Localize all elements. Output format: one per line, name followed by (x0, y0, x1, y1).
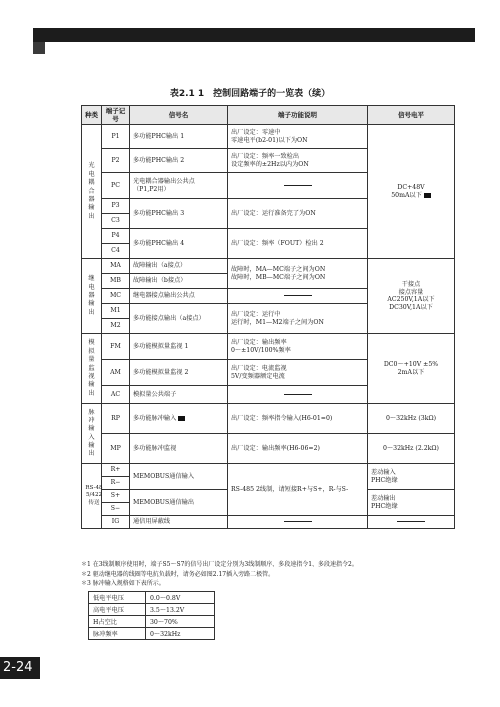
dash-mark (284, 295, 312, 296)
signal-cell: MEMOBUS通信输出 (130, 490, 228, 516)
table-row (82, 464, 455, 477)
terminal-cell: P4 (102, 229, 130, 244)
note-flag-icon (424, 193, 431, 198)
function-cell: 出厂设定：运行准备完了为ON (228, 199, 368, 229)
signal-cell: 模拟量公共端子 (130, 386, 228, 404)
terminal-cell: MP (102, 434, 130, 464)
level-cell-empty (368, 516, 455, 529)
level-cell: DC+48V 50mA以下 (368, 125, 455, 259)
header-category: 种类 (82, 106, 102, 125)
terminal-cell: S− (102, 503, 130, 516)
signal-cell: 故障输出（a接点） (130, 259, 228, 274)
category-cell: 模拟量监视输出 (82, 334, 102, 404)
header-signal: 信号名 (130, 106, 228, 125)
dash-mark (284, 394, 312, 395)
terminal-cell: M1 (102, 304, 130, 319)
signal-cell: 多功能模拟量监视 1 (130, 334, 228, 360)
pulse-spec-table (88, 591, 215, 640)
table-row (82, 516, 455, 529)
corner-marker (33, 42, 45, 54)
function-cell: 出厂设定：频率一致检出 设定频率的±2Hz以内为ON (228, 149, 368, 173)
signal-cell: 多功能PHC输出 1 (130, 125, 228, 149)
terminal-cell: R− (102, 477, 130, 490)
function-cell-empty (228, 386, 368, 404)
level-cell: 干接点 接点容量 AC250V,1A以下 DC30V,1A以下 (368, 259, 455, 334)
header-level: 信号电平 (368, 106, 455, 125)
header-terminal: 端子记号 (102, 106, 130, 125)
table-row (82, 404, 455, 434)
pulse-spec-row (89, 604, 215, 616)
category-cell: 光电耦合器输出 (82, 125, 102, 259)
terminal-cell: MC (102, 289, 130, 304)
table-row (82, 125, 455, 149)
table-title: 表2.1 1 控制回路端子的一览表（续） (169, 89, 331, 99)
function-cell: 出厂设定：零速中 零速电平(b2-01)以下为ON (228, 125, 368, 149)
level-cell: 0～32kHz (3kΩ) (368, 404, 455, 434)
table-row (82, 434, 455, 464)
pulse-spec-value: 0.0～0.8V (146, 592, 215, 604)
pulse-spec-key: H占空比 (89, 616, 146, 628)
category-cell: 脉冲输入输出 (82, 404, 102, 464)
pulse-spec-row (89, 616, 215, 628)
level-cell: 0～32kHz (2.2kΩ) (368, 434, 455, 464)
header-bar (33, 28, 465, 42)
function-cell: 出厂设定：电流监视 5V/变频器额定电流 (228, 360, 368, 386)
pulse-spec-row (89, 592, 215, 604)
signal-cell: 多功能脉冲监视 (130, 434, 228, 464)
terminal-cell: FM (102, 334, 130, 360)
function-cell: 故障时，MA—MC端子之间为ON 故障时，MB—MC端子之间为ON (228, 259, 368, 289)
footnotes (81, 560, 461, 589)
pulse-spec-row (89, 628, 215, 640)
signal-cell: 通信用屏蔽线 (130, 516, 228, 529)
pulse-spec-value: 0～32kHz (146, 628, 215, 640)
terminal-cell: P2 (102, 149, 130, 173)
function-cell: 出厂设定：运行中 运行时，M1—M2端子之间为ON (228, 304, 368, 334)
header-function: 端子功能说明 (228, 106, 368, 125)
signal-cell: 光电耦合器输出公共点 （P1,P2用） (130, 173, 228, 199)
terminal-cell: AM (102, 360, 130, 386)
table-row (82, 259, 455, 274)
pulse-spec-key: 高电平电压 (89, 604, 146, 616)
pulse-spec-value: 30～70% (146, 616, 215, 628)
category-cell: 继电器输出 (82, 259, 102, 334)
terminal-cell: C3 (102, 214, 130, 229)
terminal-cell: C4 (102, 244, 130, 259)
terminal-cell: P3 (102, 199, 130, 214)
terminal-cell: R+ (102, 464, 130, 477)
signal-cell: 故障输出（b接点） (130, 274, 228, 289)
dash-mark (284, 185, 312, 186)
signal-cell: MEMOBUS通信输入 (130, 464, 228, 490)
pulse-spec-value: 3.5～13.2V (146, 604, 215, 616)
terminal-cell: MB (102, 274, 130, 289)
table-row (82, 334, 455, 360)
function-cell: 出厂设定：频率（FOUT）检出 2 (228, 229, 368, 259)
signal-cell: 多功能接点输出（a接点） (130, 304, 228, 334)
terminal-cell: MA (102, 259, 130, 274)
pulse-spec-key: 低电平电压 (89, 592, 146, 604)
level-cell: DC0～+10V ±5% 2mA以下 (368, 334, 455, 404)
signal-cell: 多功能PHC输出 2 (130, 149, 228, 173)
dash-mark (397, 521, 425, 522)
terminal-table (81, 105, 455, 529)
note-flag-icon (178, 416, 185, 421)
signal-cell: 多功能PHC输出 4 (130, 229, 228, 259)
function-cell: 出厂设定：输出频率 0～±10V/100%频率 (228, 334, 368, 360)
function-cell: 出厂设定：频率指令输入(H6-01=0) (228, 404, 368, 434)
header-bar-end (465, 28, 475, 42)
page-number: 2-24 (0, 657, 40, 679)
terminal-cell: S+ (102, 490, 130, 503)
function-cell: RS-485 2线制，请短接R+与S+，R-与S- (228, 464, 368, 516)
function-cell-empty (228, 289, 368, 304)
level-cell: 差动输出 PHC绝缘 (368, 490, 455, 516)
dash-mark (284, 521, 312, 522)
signal-cell: 多功能PHC输出 3 (130, 199, 228, 229)
table-header-row (82, 106, 455, 125)
function-cell: 出厂设定：输出频率(H6-06=2) (228, 434, 368, 464)
footnote: ＊2 驱动继电器的线圈等电抗负载时，请务必如图2.17插入旁路二极管。 (81, 570, 275, 578)
footnote: ＊3 脉冲输入规格如下表所示。 (81, 580, 165, 588)
signal-cell: 多功能模拟量监视 2 (130, 360, 228, 386)
terminal-cell: P1 (102, 125, 130, 149)
terminal-cell: M2 (102, 319, 130, 334)
level-cell: 差动输入 PHC绝缘 (368, 464, 455, 490)
terminal-cell: PC (102, 173, 130, 199)
signal-cell: 多功能脉冲输入 (130, 404, 228, 434)
terminal-cell: IG (102, 516, 130, 529)
pulse-spec-key: 脉冲频率 (89, 628, 146, 640)
category-cell: RS-485/422传送 (82, 464, 102, 529)
signal-cell: 继电器接点输出公共点 (130, 289, 228, 304)
footnote: ＊1 在3线制顺序使用时，端子S5～S7的信号出厂设定分别为3线制顺序、多段速指令1、多段速指令2。 (81, 561, 358, 568)
function-cell-empty (228, 516, 368, 529)
function-cell-empty (228, 173, 368, 199)
terminal-cell: AC (102, 386, 130, 404)
terminal-cell: RP (102, 404, 130, 434)
